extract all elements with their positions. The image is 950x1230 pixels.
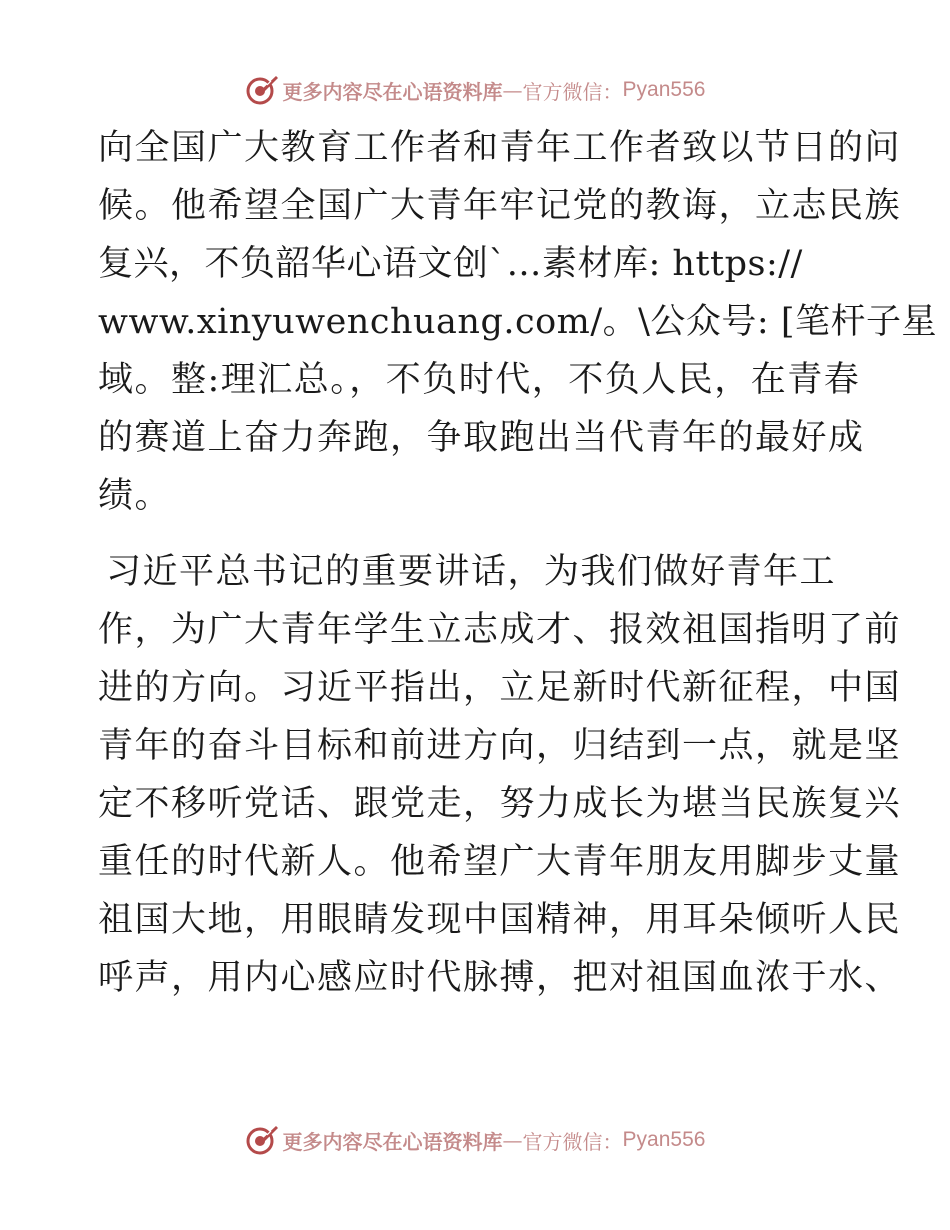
text-line: 祖国大地，用眼睛发现中国精神，用耳朵倾听人民 — [98, 900, 902, 940]
banner-wechat-label: 官方微信： — [522, 1129, 623, 1154]
banner-wechat-label: 官方微信： — [522, 79, 623, 104]
banner-main-text: 更多内容尽在心语资料库 — [282, 1129, 503, 1154]
text-line: www.xinyuwenchuang.com/。\公众号: [笔杆子星 — [98, 302, 937, 342]
text-line: 复兴，不负韶华心语文创`…素材库: https:// — [98, 244, 803, 284]
banner-separator: — — [502, 78, 523, 102]
text-line: 候。他希望全国广大青年牢记党的教诲，立志民族 — [98, 186, 902, 226]
quill-logo-icon — [245, 1123, 279, 1157]
text-line: 呼声，用内心感应时代脉搏，把对祖国血浓于水、 — [98, 958, 902, 998]
text-line: 进的方向。习近平指出，立足新时代新征程，中国 — [98, 668, 902, 708]
text-line: 域。整:理汇总。，不负时代，不负人民，在青春 — [98, 360, 861, 400]
footer-banner — [0, 1122, 950, 1158]
text-line: 习近平总书记的重要讲话，为我们做好青年工 — [106, 552, 837, 592]
text-line: 重任的时代新人。他希望广大青年朋友用脚步丈量 — [98, 842, 902, 882]
text-line: 向全国广大教育工作者和青年工作者致以节日的问 — [98, 128, 902, 168]
banner-separator: — — [502, 1128, 523, 1152]
banner-main-text: 更多内容尽在心语资料库 — [282, 79, 503, 104]
banner-wechat-id: Pyan556 — [622, 78, 706, 101]
text-line: 青年的奋斗目标和前进方向，归结到一点，就是坚 — [98, 726, 902, 766]
header-banner — [0, 72, 950, 108]
text-line: 的赛道上奋力奔跑，争取跑出当代青年的最好成 — [98, 418, 865, 458]
quill-logo-icon — [245, 73, 279, 107]
text-line: 定不移听党话、跟党走，努力成长为堪当民族复兴 — [98, 784, 902, 824]
banner-wechat-id: Pyan556 — [622, 1128, 706, 1151]
text-line: 作，为广大青年学生立志成才、报效祖国指明了前 — [98, 610, 902, 650]
text-line: 绩。 — [98, 476, 172, 516]
